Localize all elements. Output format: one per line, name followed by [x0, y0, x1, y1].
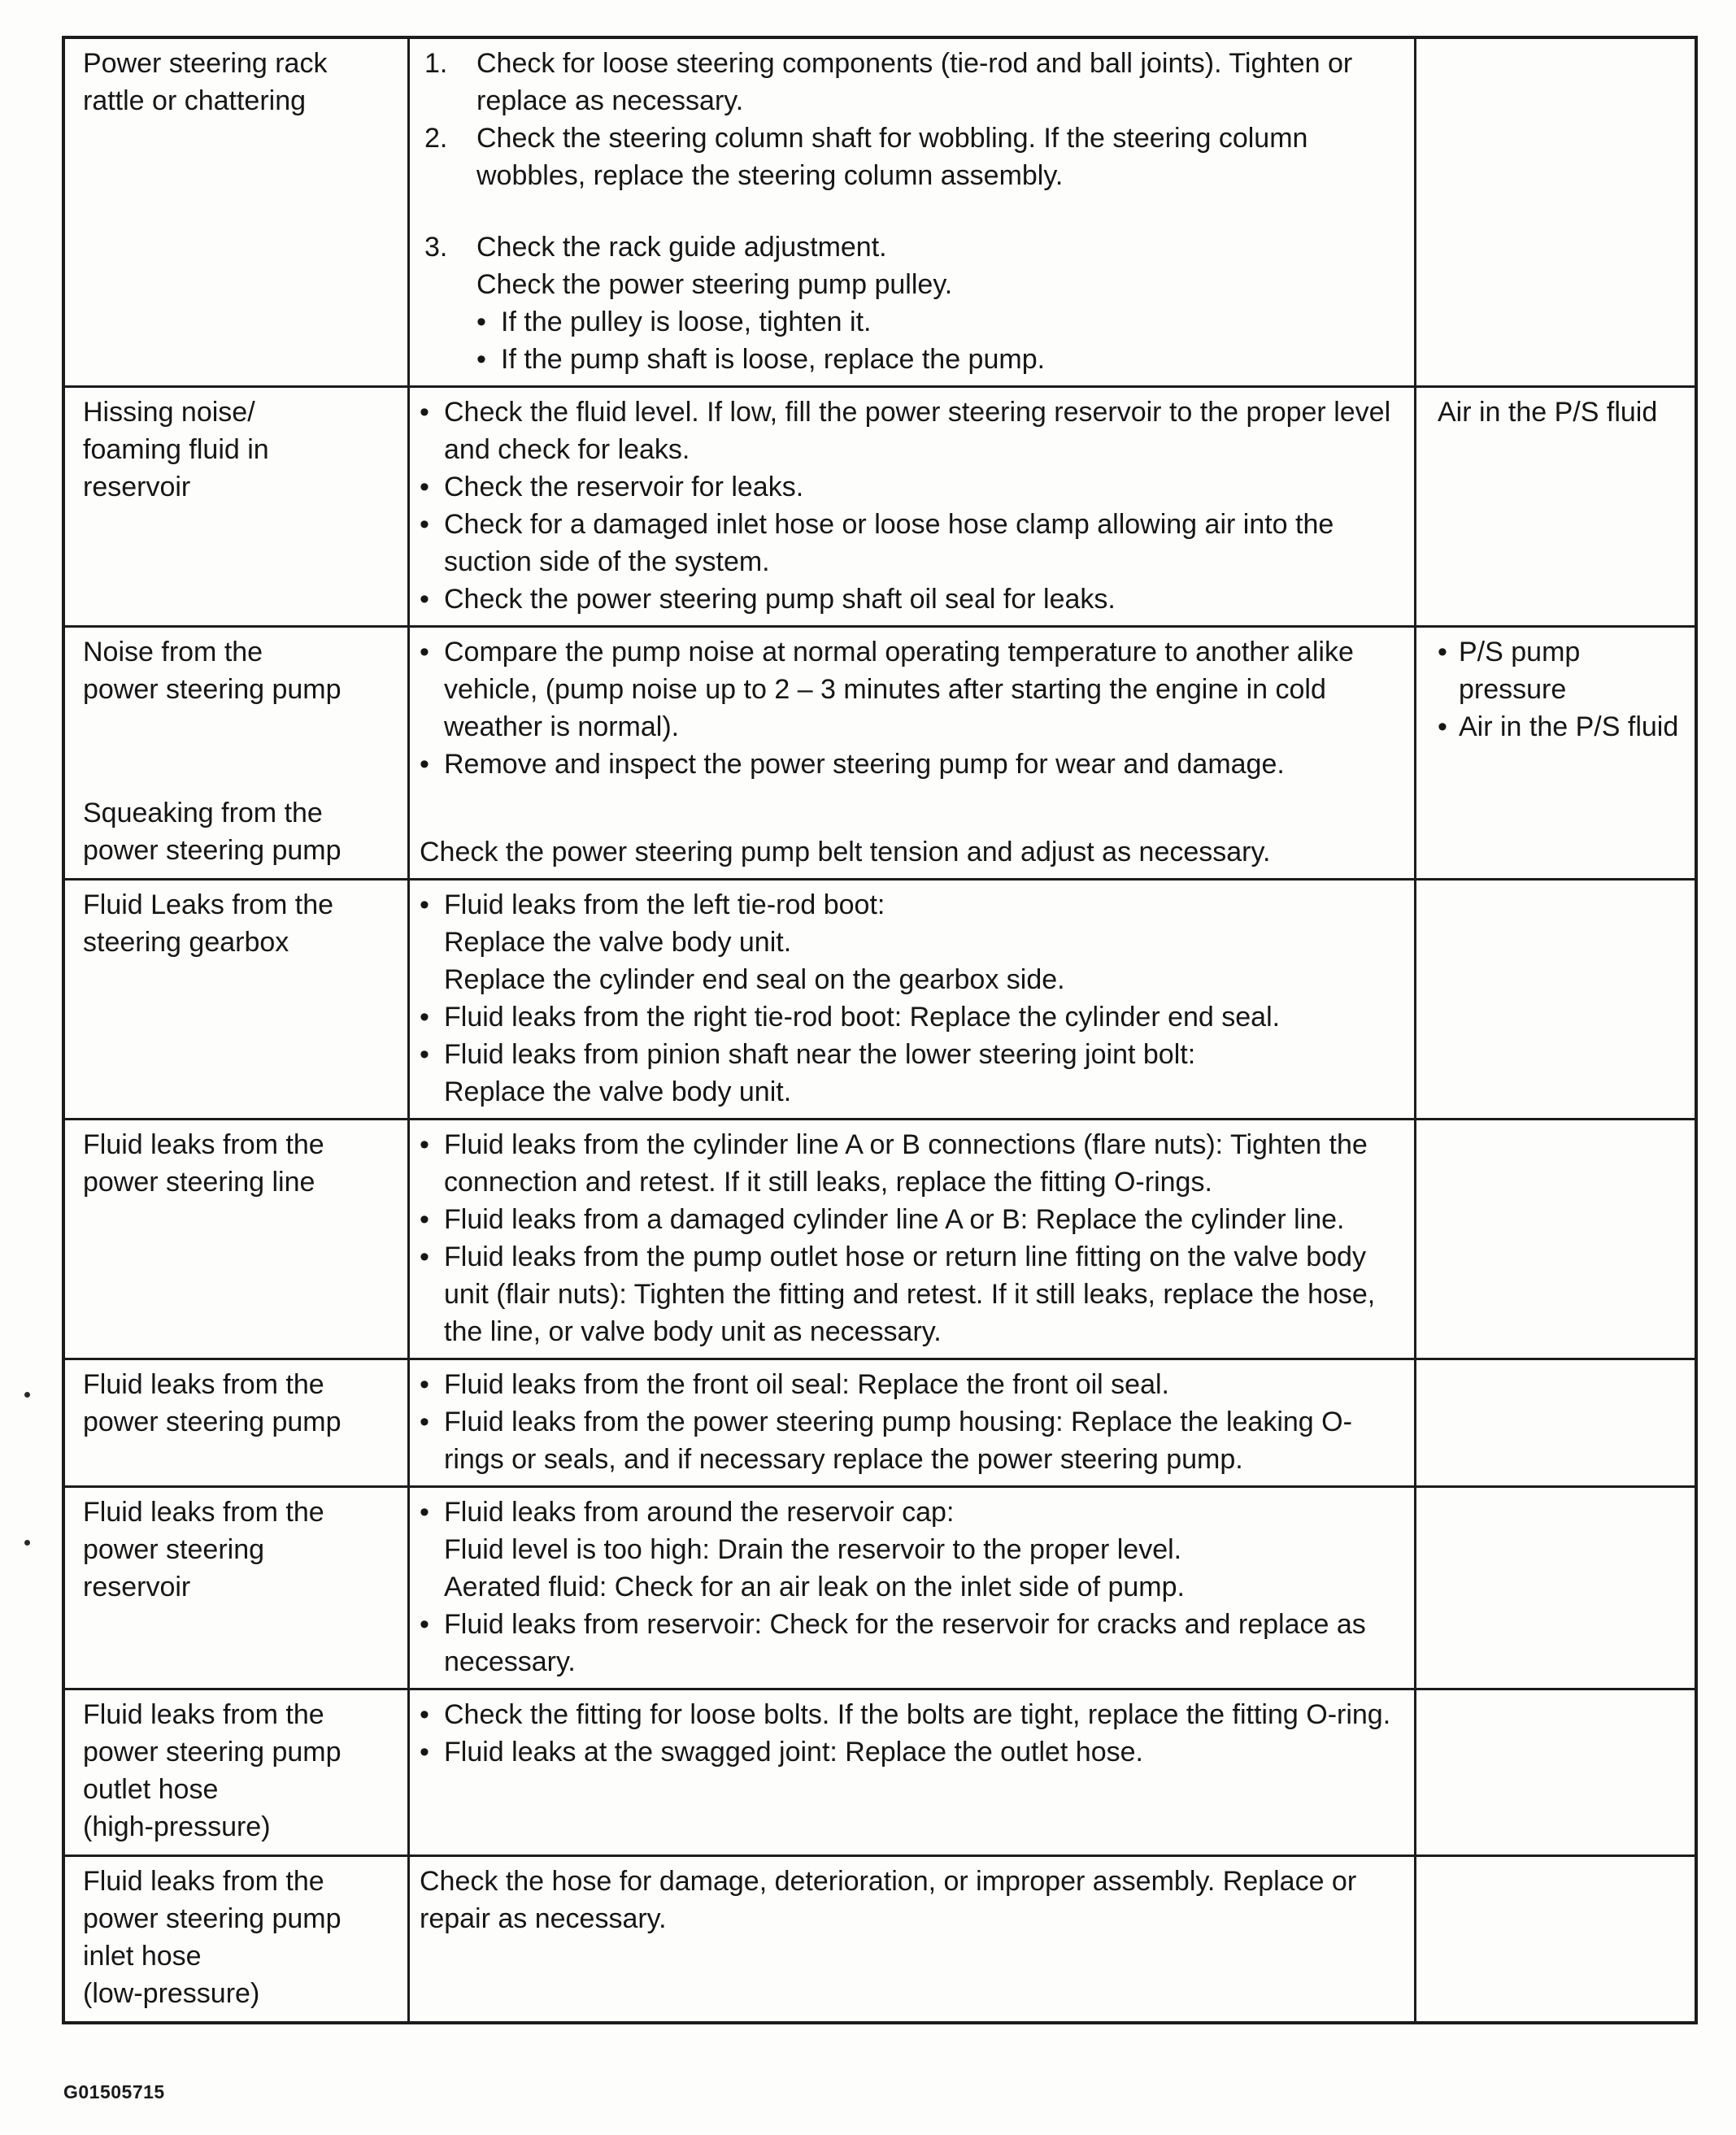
troubleshooting-table	[62, 36, 1698, 2024]
procedure-text: Aerated fluid: Check for an air leak on the inlet side of pump.	[444, 1572, 1185, 1602]
list-marker: •	[420, 749, 429, 780]
procedure-item	[420, 833, 1404, 871]
procedure-item	[420, 633, 1404, 746]
spacer	[420, 194, 1404, 228]
procedure-item	[420, 924, 1404, 961]
procedure-item	[420, 1531, 1404, 1568]
list-marker: •	[1438, 711, 1447, 742]
symptom-text	[83, 1863, 391, 2012]
list-marker: •	[420, 397, 429, 428]
cause-cell	[1416, 881, 1695, 1118]
cause-cell	[1416, 1120, 1695, 1358]
list-marker: •	[420, 472, 429, 502]
list-marker: •	[420, 1737, 429, 1768]
procedure-text: Fluid leaks from around the reservoir cap:	[444, 1497, 955, 1528]
table-row	[65, 1485, 1695, 1688]
procedure-cell	[410, 1120, 1416, 1358]
scan-speck	[24, 1392, 30, 1398]
table-row	[65, 385, 1695, 625]
procedure-item	[420, 1366, 1404, 1403]
procedure-item	[420, 45, 1404, 120]
procedure-text: Check for loose steering components (tie-rod and ball joints). Tighten or replace as necessary.	[476, 48, 1353, 116]
procedure-text: Fluid leaks from the cylinder line A or B connections (flare nuts): Tighten the connection and retest. If it still leaks, replace the fitting O-rings.	[444, 1129, 1368, 1198]
symptom-line: power steering pump	[83, 835, 342, 866]
symptom-line: power steering pump	[83, 1737, 342, 1768]
procedure-item	[420, 1568, 1404, 1606]
procedure-text: Check the power steering pump shaft oil seal for leaks.	[444, 584, 1116, 615]
procedure-cell	[410, 1488, 1416, 1688]
procedure-item	[420, 394, 1404, 468]
symptom-line: (low-pressure)	[83, 1978, 260, 2009]
symptom-cell	[65, 1120, 410, 1358]
procedure-item	[420, 1733, 1404, 1771]
procedure-item	[420, 886, 1404, 924]
procedure-item	[420, 506, 1404, 580]
symptom-line: inlet hose	[83, 1941, 202, 1972]
procedure-item	[420, 580, 1404, 618]
procedure-item	[420, 1238, 1404, 1350]
procedure-text: Fluid leaks from the left tie-rod boot:	[444, 889, 885, 920]
symptom-line: (high-pressure)	[83, 1811, 271, 1842]
table-row	[65, 1118, 1695, 1358]
list-marker: •	[420, 1204, 429, 1235]
procedure-item	[420, 998, 1404, 1036]
procedure-text: Replace the cylinder end seal on the gearbox side.	[444, 964, 1065, 995]
procedure-item	[420, 1696, 1404, 1733]
list-marker: •	[476, 307, 486, 337]
symptom-text	[83, 886, 391, 961]
procedure-item	[420, 1606, 1404, 1681]
list-marker: 3.	[424, 232, 448, 263]
symptom-line: Hissing noise/	[83, 397, 255, 428]
procedure-text: Replace the valve body unit.	[444, 1076, 792, 1107]
procedure-text: Fluid leaks from the right tie-rod boot: Replace the cylinder end seal.	[444, 1002, 1281, 1033]
procedure-text: Check the fluid level. If low, fill the power steering reservoir to the proper level and check for leaks.	[444, 397, 1391, 465]
symptom-text	[83, 45, 391, 120]
list-marker: •	[420, 1497, 429, 1528]
procedure-text: Check the reservoir for leaks.	[444, 472, 804, 502]
cause-cell	[1416, 1690, 1695, 1855]
symptom-line: power steering pump	[83, 1407, 342, 1437]
procedure-text: Fluid level is too high: Drain the reservoir to the proper level.	[444, 1534, 1182, 1565]
procedure-text: Fluid leaks from pinion shaft near the lower steering joint bolt:	[444, 1039, 1196, 1070]
list-marker: •	[420, 1002, 429, 1033]
cause-item	[1438, 394, 1680, 431]
cause-cell	[1416, 1488, 1695, 1688]
list-marker: •	[1438, 637, 1447, 667]
cause-text: Air in the P/S fluid	[1438, 397, 1658, 428]
cause-cell	[1416, 1857, 1695, 2021]
list-marker: •	[420, 1241, 429, 1272]
list-marker: •	[420, 637, 429, 667]
cause-item	[1438, 633, 1680, 708]
cause-text: Air in the P/S fluid	[1459, 711, 1679, 742]
table-row	[65, 1358, 1695, 1485]
procedure-text: Replace the valve body unit.	[444, 927, 792, 958]
list-marker: •	[420, 1609, 429, 1640]
procedure-cell	[410, 881, 1416, 1118]
procedure-item	[420, 120, 1404, 194]
procedure-text: Check the power steering pump belt tension and adjust as necessary.	[420, 837, 1271, 867]
list-marker: •	[420, 1039, 429, 1070]
procedure-item	[476, 303, 1404, 341]
procedure-text: Check the fitting for loose bolts. If the bolts are tight, replace the fitting O-ring.	[444, 1699, 1391, 1730]
symptom-line: Power steering rack	[83, 48, 328, 79]
list-marker: •	[420, 584, 429, 615]
table-row	[65, 39, 1695, 385]
list-marker: •	[420, 1369, 429, 1400]
procedure-item	[420, 1403, 1404, 1478]
symptom-cell	[65, 1360, 410, 1485]
procedure-text: Fluid leaks from a damaged cylinder line A or B: Replace the cylinder line.	[444, 1204, 1345, 1235]
symptom-text	[83, 1366, 391, 1441]
procedure-item	[420, 468, 1404, 506]
list-marker: •	[420, 1699, 429, 1730]
procedure-text: Check the hose for damage, deterioration, or improper assembly. Replace or repair as necessary.	[420, 1866, 1357, 1934]
procedure-item	[420, 1494, 1404, 1531]
procedure-cell	[410, 1690, 1416, 1855]
list-marker: •	[420, 509, 429, 540]
procedure-item	[420, 1201, 1404, 1238]
procedure-cell	[410, 628, 1416, 878]
symptom-line: reservoir	[83, 1572, 191, 1602]
procedure-item	[420, 1863, 1404, 1937]
scan-speck	[24, 1540, 30, 1546]
symptom-text	[83, 633, 391, 708]
list-marker: •	[420, 1129, 429, 1160]
symptom-line: Fluid leaks from the	[83, 1497, 324, 1528]
symptom-cell	[65, 881, 410, 1118]
table-row	[65, 1688, 1695, 1855]
procedure-text: Check for a damaged inlet hose or loose hose clamp allowing air into the suction side of the system.	[444, 509, 1334, 577]
procedure-text: Fluid leaks at the swagged joint: Replace the outlet hose.	[444, 1737, 1143, 1768]
procedure-text: Check the rack guide adjustment.	[476, 232, 887, 263]
procedure-cell	[410, 388, 1416, 625]
symptom-line: Fluid Leaks from the	[83, 889, 334, 920]
procedure-cell	[410, 39, 1416, 385]
table-row	[65, 625, 1695, 878]
cause-cell	[1416, 628, 1695, 878]
procedure-item	[476, 341, 1404, 378]
procedure-item	[420, 1073, 1404, 1111]
symptom-line: power steering	[83, 1534, 265, 1565]
list-marker: 1.	[424, 48, 448, 79]
symptom-text	[83, 794, 391, 869]
procedure-text: Fluid leaks from the front oil seal: Replace the front oil seal.	[444, 1369, 1169, 1400]
procedure-cell	[410, 1360, 1416, 1485]
procedure-text: Check the steering column shaft for wobbling. If the steering column wobbles, replace the steering column assembly.	[476, 123, 1308, 191]
procedure-item	[420, 961, 1404, 998]
symptom-cell	[65, 388, 410, 625]
symptom-line: power steering pump	[83, 674, 342, 705]
procedure-item	[420, 228, 1404, 266]
symptom-text	[83, 1494, 391, 1606]
procedure-item	[420, 1126, 1404, 1201]
procedure-text: If the pulley is loose, tighten it.	[501, 307, 872, 337]
cause-cell	[1416, 1360, 1695, 1485]
procedure-cell	[410, 1857, 1416, 2021]
procedure-text: Check the power steering pump pulley.	[476, 269, 953, 300]
procedure-text: Fluid leaks from reservoir: Check for the reservoir for cracks and replace as necessary.	[444, 1609, 1366, 1677]
symptom-line: Fluid leaks from the	[83, 1369, 324, 1400]
symptom-line: power steering line	[83, 1167, 315, 1198]
symptom-text	[83, 1696, 391, 1846]
symptom-line: Fluid leaks from the	[83, 1129, 324, 1160]
symptom-line: foaming fluid in	[83, 434, 269, 465]
cause-text: P/S pump pressure	[1459, 637, 1581, 705]
cause-cell	[1416, 388, 1695, 625]
procedure-item	[420, 746, 1404, 783]
table-row	[65, 878, 1695, 1118]
symptom-line: Noise from the	[83, 637, 263, 667]
procedure-text: Fluid leaks from the power steering pump housing: Replace the leaking O-rings or seals, and if necessary replace the power steering pump.	[444, 1407, 1352, 1475]
table-row	[65, 1855, 1695, 2021]
symptom-line: Fluid leaks from the	[83, 1699, 324, 1730]
symptom-cell	[65, 1690, 410, 1855]
symptom-line: reservoir	[83, 472, 191, 502]
symptom-cell	[65, 1488, 410, 1688]
symptom-text	[83, 1126, 391, 1201]
procedure-text: If the pump shaft is loose, replace the pump.	[501, 344, 1046, 375]
symptom-line: Fluid leaks from the	[83, 1866, 324, 1897]
symptom-cell	[65, 1857, 410, 2021]
symptom-cell	[65, 628, 410, 878]
list-marker: •	[420, 889, 429, 920]
list-marker: •	[476, 344, 486, 375]
cause-item	[1438, 708, 1680, 746]
procedure-text: Fluid leaks from the pump outlet hose or return line fitting on the valve body unit (flair nuts): Tighten the fitting and retest. If it still leaks, replace the hose, the line, or valve body unit as necessary.	[444, 1241, 1376, 1347]
symptom-line: steering gearbox	[83, 927, 289, 958]
procedure-text: Remove and inspect the power steering pump for wear and damage.	[444, 749, 1285, 780]
symptom-line: outlet hose	[83, 1774, 219, 1805]
symptom-line: power steering pump	[83, 1903, 342, 1934]
procedure-text: Compare the pump noise at normal operating temperature to another alike vehicle, (pump noise up to 2 – 3 minutes after starting the engine in cold weather is normal).	[444, 637, 1354, 742]
cause-cell	[1416, 39, 1695, 385]
list-marker: •	[420, 1407, 429, 1437]
symptom-text	[83, 394, 391, 506]
symptom-cell	[65, 39, 410, 385]
list-marker: 2.	[424, 123, 448, 154]
figure-code: G01505715	[63, 2081, 165, 2102]
procedure-item	[420, 1036, 1404, 1073]
symptom-line: rattle or chattering	[83, 85, 307, 116]
procedure-item	[420, 266, 1404, 303]
symptom-line: Squeaking from the	[83, 798, 323, 828]
